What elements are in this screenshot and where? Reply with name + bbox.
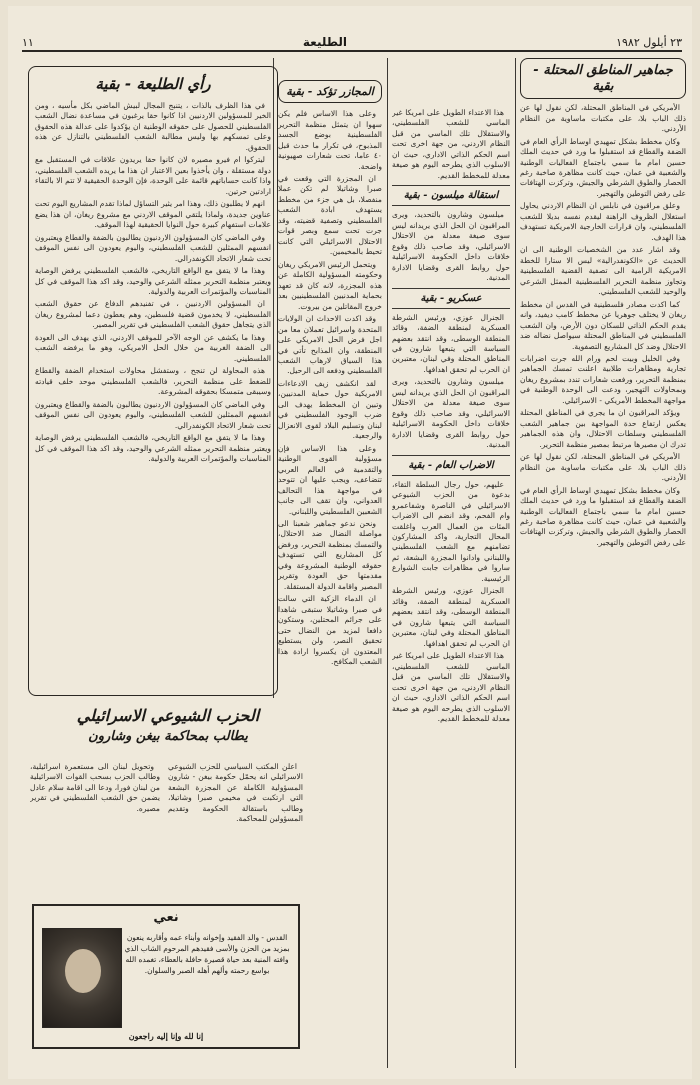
obituary-signoff: إنا لله وإنا إليه راجعون bbox=[128, 1031, 204, 1041]
article-military bbox=[392, 313, 510, 451]
subhead-general-strike: الاضراب العام - بقية bbox=[392, 455, 510, 476]
page-number: ١١ bbox=[22, 35, 34, 49]
subhead-milson: استقالة ميلسون - بقية bbox=[392, 185, 510, 206]
issue-date: ٢٣ أيلول ١٩٨٢ bbox=[616, 35, 682, 49]
paragraph: اعلن المكتب السياسي للحزب الشيوعي الاسرائيلي انه يحمّل حكومة بيغن - شارون المسؤولية الكاملة عن المجزرة البشعة التي ارتكبت في مخيمي صبرا وشاتيلا، وطالب باستقالة الحكومة وتقديم المسؤولين للمحاكمة. bbox=[168, 762, 303, 824]
party-article-right bbox=[168, 762, 303, 892]
column-editorial bbox=[28, 66, 278, 696]
paragraph: وقد اكدت الاحداث ان الولايات المتحدة واسرائيل تعملان معا من اجل فرض الحل الامريكي على المنطقة، وان المذابح تأتي في هذا السياق لارهاب الشعب الفلسطيني ودفعه الى الرحيل. bbox=[278, 314, 382, 376]
headline-editorial: رأي الطليعة - بقية bbox=[95, 75, 211, 93]
article-massacres bbox=[278, 109, 382, 667]
party-article-left bbox=[30, 762, 160, 892]
paragraph: وفي الماضي كان المسؤولون الاردنيون يطالبون بالضفة والقطاع ويعتبرون انفسهم الممثلين للشعب الفلسطيني، واليوم يعودون الى نفس الموقف تحت شعار الاتحاد الكونفدرالي. bbox=[35, 399, 271, 430]
party-headline-line1: الحزب الشيوعي الاسرائيلي bbox=[76, 706, 260, 725]
paragraph: الأمريكي في المناطق المحتلة، لكن نقول لها عن ذلك الباب بلا، على مكتبات ماساوية من النظام الأردني. bbox=[520, 103, 686, 134]
paragraph: وفي الخليل وبيت لحم ورام الله جرت اضرابات تجارية ومظاهرات طلابية اعلنت تمسك الجماهير بمنظمة التحرير، ورفعت شعارات تندد بمشروع ريغان وبمحاولات التهجير، ودعت الى الوحدة الوطنية في مواجهة المخطط الأمريكي - الاسرائيلي. bbox=[520, 353, 686, 405]
paragraph: ونحن ندعو جماهير شعبنا الى مواصلة النضال ضد الاحتلال، والتمسك بمنظمة التحرير، ورفض كل المشاريع التي تستهدف حقوقه الوطنية المشروعة وفي مقدمتها حق العودة وتقرير المصير واقامة الدولة المستقلة. bbox=[278, 519, 382, 591]
paragraph: ان المجزرة التي وقعت في صبرا وشاتيلا لم تكن عملا منفصلا، بل هي جزء من مخطط يستهدف ابادة الشعب الفلسطيني وتصفية قضيته، وقد جرت تحت سمع وبصر قوات الاحتلال الاسرائيلي التي كانت تحيط بالمخيمين. bbox=[278, 174, 382, 257]
article-occupied-territories bbox=[520, 103, 686, 548]
subhead-military: عسكريو - بقية bbox=[392, 288, 510, 309]
article-general-strike bbox=[392, 480, 510, 725]
paragraph: ويؤكد المراقبون ان ما يجري في المناطق المحتلة يعكس ارتفاع حدة المواجهة بين جماهير الشعب الفلسطيني وسلطات الاحتلال، وان هذه الجماهير تدرك ان مصيرها مرتبط بمصير منظمة التحرير. bbox=[520, 408, 686, 449]
paragraph: عليهم، حول رجال السلطة التقاء، بدعوة من الحزب الشيوعي الاسرائيلي في الناصرة وشفاعمرو وام الفحم، وقد انضم الى الاضراب المئات من العمال العرب واغلقت المحال التجارية، واكد المشاركون تضامنهم مع الشعب الفلسطيني واللبناني وادانوا المجزرة البشعة، ثم ساروا في مظاهرات جابت الشوارع الرئيسية. bbox=[392, 479, 510, 583]
column-divider bbox=[387, 58, 388, 1068]
paragraph: هذا الاعتداء الطويل على امريكا غير الماسي للشعب الفلسطيني، والاستقلال تلك الماسي من قبل النظام الاردني، من جهة اخرى تحت اسم الحكم الذاتي الاداري، حيث ان الاسلوب الذي يطرحه اليوم هو صيغة معدلة للمخطط القديم. bbox=[392, 108, 510, 180]
column-occupied-territories bbox=[520, 58, 686, 1068]
paragraph: ويتحمل الرئيس الامريكي ريغان وحكومته المسؤولية الكاملة عن هذه المجزرة، لانه كان قد تعهد بحماية المدنيين الفلسطينيين بعد خروج المقاتلين من بيروت. bbox=[278, 259, 382, 311]
paragraph: هذه المحاولة لن تنجح ، وستفشل محاولات استخدام الضفة والقطاع للضغط على منظمة التحرير، فالشعب الفلسطيني موحد خلف قيادته وسيبقى متمسكا بحقوقه المشروعة. bbox=[35, 366, 271, 397]
paragraph: الجنرال عوزي، ورئيس الشرطة العسكرية لمنطقة الضفة، وقائد المنطقة الوسطى، وقد انتقد بعضهم السياسة التي يتبعها شارون في المناطق المحتلة وفي لبنان، معتبرين ان الحرب لم تحقق اهدافها. bbox=[392, 586, 510, 648]
paragraph: وقد اشار عدد من الشخصيات الوطنية الى ان الحديث عن «الكونفدرالية» ليس الا ستارا للخطة الامريكية الرامية الى تصفية القضية الفلسطينية وتجاوز منظمة التحرير الفلسطينية الممثل الشرعي والوحيد للشعب الفلسطيني. bbox=[520, 245, 686, 297]
paragraph: انهم لا يطلبون ذلك، وهذا امر يثير التساؤل لماذا تقدم المشاريع اليوم تحت عناوين جديدة، ولماذا يلتقي الموقف الاردني مع مشروع ريغان، ان هذا يضع علامات استفهام كبيرة حول النوايا الحقيقية لهذا الموقف. bbox=[35, 199, 271, 230]
article-editorial bbox=[35, 101, 271, 464]
paragraph: ميلسون وشارون بالتحديد، ويرى المراقبون ان الحل الذي يريدانه ليس سوى صيغة معدلة من الاحتلال الاسرائيلي، وقد صاحب ذلك وقوع خلافات داخل الحكومة الاسرائيلية حول روابط القرى وقضايا الادارة المدنية. bbox=[392, 210, 510, 283]
column-briefs bbox=[392, 58, 510, 1068]
obituary-box bbox=[32, 904, 300, 1049]
paragraph: وكان مخطط بشكل تمهيدي اوساط الرأي العام في الضفة والقطاع قد استقبلوا ما ورد في حديث الملك حسين امام ما سمي باجتماع الفعاليات الوطنية والشعبية في عمان، حيث كانت مظاهرة صاخبة رغم الحصار والطوق الشرطي والجيش، وتركزت الهتافات على رفض التوطين والتهجير. bbox=[520, 136, 686, 198]
party-article-headline bbox=[38, 706, 298, 744]
paragraph: وعلى هذا الاساس فلم يكن سهوا ان يتمثل منظمة التحرير الفلسطينية بوضع الجسد المذبوح، في تكرار ما حدث قبل ٤٠ عاما، تحت شعارات صهيونية واضحة. bbox=[278, 109, 382, 171]
obituary-text: القدس - والد الفقيد وإخوانه وأبناء عمه وأقاربه ينعون بمزيد من الحزن والأسى فقيدهم المرحوم الشاب الذي وافته المنية بعد حياة قصيرة حافلة بالعطاء، تغمده الله بواسع رحمته وألهم أهله الصبر والسلوان. bbox=[124, 933, 290, 976]
article-milson bbox=[392, 210, 510, 283]
column-massacres bbox=[278, 58, 382, 698]
headline-massacres: المجازر تؤكد - بقية bbox=[278, 80, 382, 103]
paragraph: وعلق مراقبون في نابلس ان النظام الاردني يحاول استغلال الظروف الراهنة ليقدم نفسه بديلا للشعب الفلسطيني، وان قرارات الخارجية الامريكية تستهدف هذا الهدف. bbox=[520, 201, 686, 242]
paragraph: وهذا ما لا يتفق مع الواقع التاريخي، فالشعب الفلسطيني يرفض الوصاية ويعتبر منظمة التحرير ممثله الشرعي والوحيد، وقد اكد هذا الموقف في كل المناسبات والمؤتمرات العربية والدولية. bbox=[35, 433, 271, 463]
paragraph: الجنرال عوزي، ورئيس الشرطة العسكرية لمنطقة الضفة، وقائد المنطقة الوسطى، وقد انتقد بعضهم السياسة التي يتبعها شارون في المناطق المحتلة وفي لبنان، معتبرين ان الحرب لم تحقق اهدافها. bbox=[392, 312, 510, 374]
paragraph: ان الدماء الزكية التي سالت في صبرا وشاتيلا ستبقى شاهدا على جرائم المحتلين، وستكون دافعا لمزيد من النضال حتى تحقيق النصر، ولن يستطيع المعتدون ان يكسروا ارادة هذا الشعب المكافح. bbox=[278, 594, 382, 667]
briefs-intro bbox=[392, 108, 510, 181]
paragraph: وفي الماضي كان المسؤولون الاردنيون يطالبون بالضفة والقطاع ويعتبرون انفسهم الممثلين للشعب الفلسطيني، واليوم يعودون الى نفس الموقف تحت شعار الاتحاد الكونفدرالي. bbox=[35, 232, 271, 263]
headline-occupied-territories: جماهير المناطق المحتلة - بقية bbox=[520, 58, 686, 99]
paragraph: وكان مخطط بشكل تمهيدي اوساط الرأي العام في الضفة والقطاع قد استقبلوا ما ورد في حديث الملك حسين امام ما سمي باجتماع الفعاليات الوطنية والشعبية في عمان، حيث كانت مظاهرة صاخبة رغم الحصار والطوق الشرطي والجيش، وتركزت الهتافات على رفض التوطين والتهجير. bbox=[520, 485, 686, 547]
portrait-photo bbox=[42, 928, 122, 1028]
paragraph: هذا الاعتداء الطويل على امريكا غير الماسي للشعب الفلسطيني، والاستقلال تلك الماسي من قبل النظام الاردني، من جهة اخرى تحت اسم الحكم الذاتي الاداري، حيث ان الاسلوب الذي يطرحه اليوم هو صيغة معدلة للمخطط القديم. bbox=[392, 651, 510, 723]
paper-name: الطليعة bbox=[302, 35, 348, 49]
paragraph: وهذا ما لا يتفق مع الواقع التاريخي، فالشعب الفلسطيني يرفض الوصاية ويعتبر منظمة التحرير ممثله الشرعي والوحيد، وقد اكد هذا الموقف في كل المناسبات والمؤتمرات العربية والدولية. bbox=[35, 266, 271, 296]
paragraph: الأمريكي في المناطق المحتلة، لكن نقول لها عن ذلك الباب بلا، على مكتبات ماساوية من النظام الأردني. bbox=[520, 452, 686, 483]
portrait-face bbox=[65, 949, 101, 993]
newspaper-page bbox=[8, 6, 692, 1079]
obituary-title: نعي bbox=[153, 910, 179, 925]
masthead bbox=[22, 34, 682, 52]
paragraph: في هذا الظرف بالذات ، يتنبج المجال لبيش الماضي بكل مأسيه ، ومن الخير للمسؤولين الاردنيين اذا كانوا حقا يرغبون في مساعدة نضال الشعب الفلسطيني للحصول على حقوقه الوطنية ان يؤكدوا على عدالة هذه الحقوق وعلى تمسكهم بها وليس مطالبة الشعب الفلسطيني بالتنازل عن هذه الحقوق. bbox=[35, 101, 271, 152]
paragraph: وهذا ما يكشف عن الوجه الآخر للموقف الاردني، الذي يهدف الى العودة الى الضفة الغربية من خلال الحل الامريكي، وهو ما يرفضه الشعب الفلسطيني. bbox=[35, 332, 271, 363]
paragraph: وتحويل لبنان الى مستعمرة اسرائيلية، وطالب الحزب بسحب القوات الاسرائيلية من لبنان فورا، ودعا الى اقامة سلام عادل يضمن حق الشعب الفلسطيني في تقرير مصيره. bbox=[30, 762, 160, 813]
paragraph: ميلسون وشارون بالتحديد، ويرى المراقبون ان الحل الذي يريدانه ليس سوى صيغة معدلة من الاحتلال الاسرائيلي، وقد صاحب ذلك وقوع خلافات داخل الحكومة الاسرائيلية حول روابط القرى وقضايا الادارة المدنية. bbox=[392, 377, 510, 450]
paragraph: كما اكدت مصادر فلسطينية في القدس ان مخطط ريغان لا يختلف جوهريا عن مخطط كامب ديفيد، وانه يقدم الحكم الذاتي للسكان دون الأرض، وان الشعب الفلسطيني في المناطق المحتلة سيواصل نضاله ضد الاحتلال وضد كل المشاريع التصفوية. bbox=[520, 299, 686, 351]
column-divider bbox=[515, 58, 516, 1068]
party-headline-line2: يطالب بمحاكمة بيغن وشارون bbox=[88, 729, 248, 744]
paragraph: لقد انكشف زيف الادعاءات الامريكية حول حماية المدنيين، وتبين ان المخطط يهدف الى ضرب الوجود الفلسطيني في لبنان وتسليم البلاد لقوى الانعزال والرجعية. bbox=[278, 378, 382, 441]
paragraph: ليتركوا ام فيرو مصيره لان كانوا حقا يريدون علاقات في المستقبل مع دولة مستقلة ، وان يأخذوا بعين الاعتبار ان هذا ما يريده الشعب الفلسطيني، واذا كانت حساباتهم قائمة على الوحدة، فإن الوحدة الحقيقية لا تتم الا بالتقاء ارادتين حرتين. bbox=[35, 155, 271, 196]
paragraph: وعلى هذا الاساس فإن مسؤولية القوى الوطنية والتقدمية في العالم العربي تتضاعف، ويجب عليها ان تتوحد في مواجهة هذا التحالف العدواني، وان تقف الى جانب الشعبين الفلسطيني واللبناني. bbox=[278, 443, 382, 516]
paragraph: ان المسؤولين الاردنيين ، في تفنيدهم الدفاع عن حقوق الشعب الفلسطيني، لا يخدمون قضية فلسطين، وهم يعطون دعما لمشروع ريغان الذي يتجاهل حقوق الشعب الفلسطيني في تقرير المصير. bbox=[35, 299, 271, 330]
